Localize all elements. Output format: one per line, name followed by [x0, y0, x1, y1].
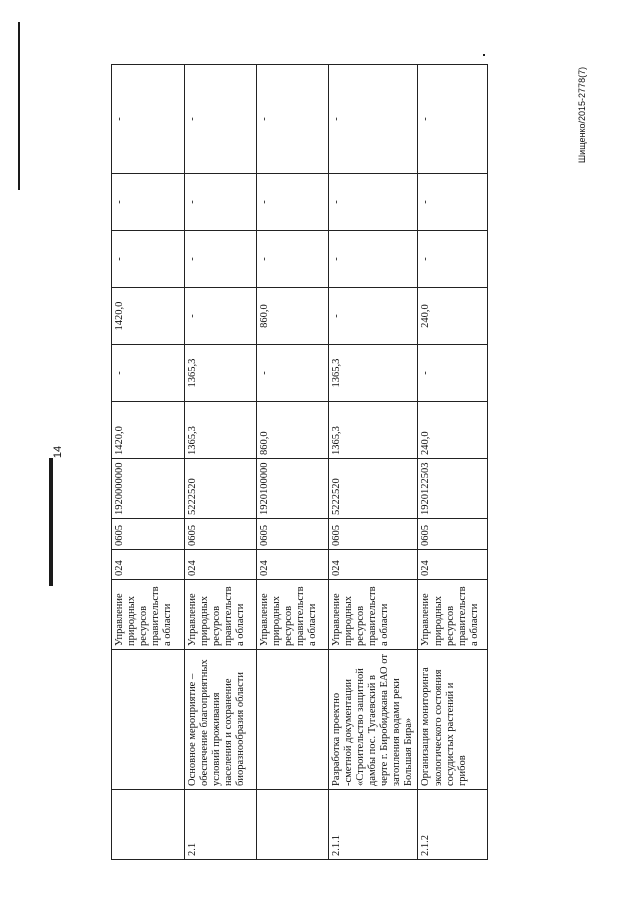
cell-total-amount: 1365,3	[329, 402, 418, 459]
budget-table-container	[111, 65, 480, 860]
cell-year-amount-3: -	[185, 231, 257, 288]
cell-section-code: 0605	[257, 519, 329, 550]
cell-year-amount-4: -	[257, 174, 329, 231]
cell-year-amount-5: -	[185, 65, 257, 174]
cell-executor: Управление природных ресурсов правительства области	[112, 580, 185, 650]
cell-total-amount: 1365,3	[185, 402, 257, 459]
budget-table	[111, 64, 488, 860]
scan-artifact-bar	[49, 458, 53, 586]
cell-grbs-code: 024	[185, 550, 257, 580]
cell-event-name	[112, 650, 185, 790]
cell-item-number	[257, 790, 329, 860]
cell-year-amount-4: -	[329, 174, 418, 231]
cell-event-name: Организация мониторинга экологического состояния сосудистых растений и грибов	[418, 650, 488, 790]
cell-year-amount-4: -	[418, 174, 488, 231]
cell-grbs-code: 024	[112, 550, 185, 580]
scan-artifact-line	[18, 22, 20, 190]
cell-item-number: 2.1.1	[329, 790, 418, 860]
cell-grbs-code: 024	[257, 550, 329, 580]
cell-section-code: 0605	[418, 519, 488, 550]
document-code: Шищенко/2015-2778(7)	[577, 66, 587, 164]
cell-target-article: 1920100000	[257, 459, 329, 519]
cell-year-amount-3: -	[418, 231, 488, 288]
cell-section-code: 0605	[329, 519, 418, 550]
cell-executor: Управление природных ресурсов правительства области	[329, 580, 418, 650]
cell-year-amount-1: 1365,3	[185, 345, 257, 402]
cell-grbs-code: 024	[329, 550, 418, 580]
cell-year-amount-3: -	[329, 231, 418, 288]
cell-grbs-code: 024	[418, 550, 488, 580]
cell-event-name: Основное мероприятие – обеспечение благоприятных условий проживания населения и сохранение биоразнообразия области	[185, 650, 257, 790]
cell-section-code: 0605	[112, 519, 185, 550]
cell-year-amount-5: -	[112, 65, 185, 174]
cell-year-amount-5: -	[418, 65, 488, 174]
cell-year-amount-2: 860,0	[257, 288, 329, 345]
cell-year-amount-3: -	[112, 231, 185, 288]
cell-year-amount-5: -	[329, 65, 418, 174]
cell-target-article: 1920000000	[112, 459, 185, 519]
cell-year-amount-3: -	[257, 231, 329, 288]
cell-item-number: 2.1.2	[418, 790, 488, 860]
table-row	[257, 65, 329, 860]
cell-event-name: Разработка проектно -сметной документации «Строительство защитной дамбы пос. Тугаевский в черте г. Биробиджана ЕАО от затопления водами реки Большая Бира»	[329, 650, 418, 790]
cell-total-amount: 860,0	[257, 402, 329, 459]
cell-year-amount-2: -	[329, 288, 418, 345]
cell-year-amount-2: -	[185, 288, 257, 345]
cell-year-amount-2: 240,0	[418, 288, 488, 345]
cell-item-number	[112, 790, 185, 860]
cell-section-code: 0605	[185, 519, 257, 550]
cell-target-article: 1920122503	[418, 459, 488, 519]
page-number: 14	[52, 445, 64, 459]
table-row	[418, 65, 488, 860]
cell-total-amount: 240,0	[418, 402, 488, 459]
cell-executor: Управление природных ресурсов правительства области	[185, 580, 257, 650]
cell-year-amount-2: 1420,0	[112, 288, 185, 345]
table-row	[329, 65, 418, 860]
cell-year-amount-5: -	[257, 65, 329, 174]
table-row	[185, 65, 257, 860]
table-row	[112, 65, 185, 860]
cell-year-amount-1: -	[418, 345, 488, 402]
cell-total-amount: 1420,0	[112, 402, 185, 459]
cell-year-amount-4: -	[112, 174, 185, 231]
cell-executor: Управление природных ресурсов правительства области	[257, 580, 329, 650]
cell-year-amount-1: -	[112, 345, 185, 402]
scan-artifact-dot	[483, 54, 485, 56]
cell-target-article: 5222520	[185, 459, 257, 519]
cell-target-article: 5222520	[329, 459, 418, 519]
cell-item-number: 2.1	[185, 790, 257, 860]
cell-year-amount-4: -	[185, 174, 257, 231]
cell-year-amount-1: 1365,3	[329, 345, 418, 402]
cell-event-name	[257, 650, 329, 790]
cell-year-amount-1: -	[257, 345, 329, 402]
cell-executor: Управление природных ресурсов правительства области	[418, 580, 488, 650]
